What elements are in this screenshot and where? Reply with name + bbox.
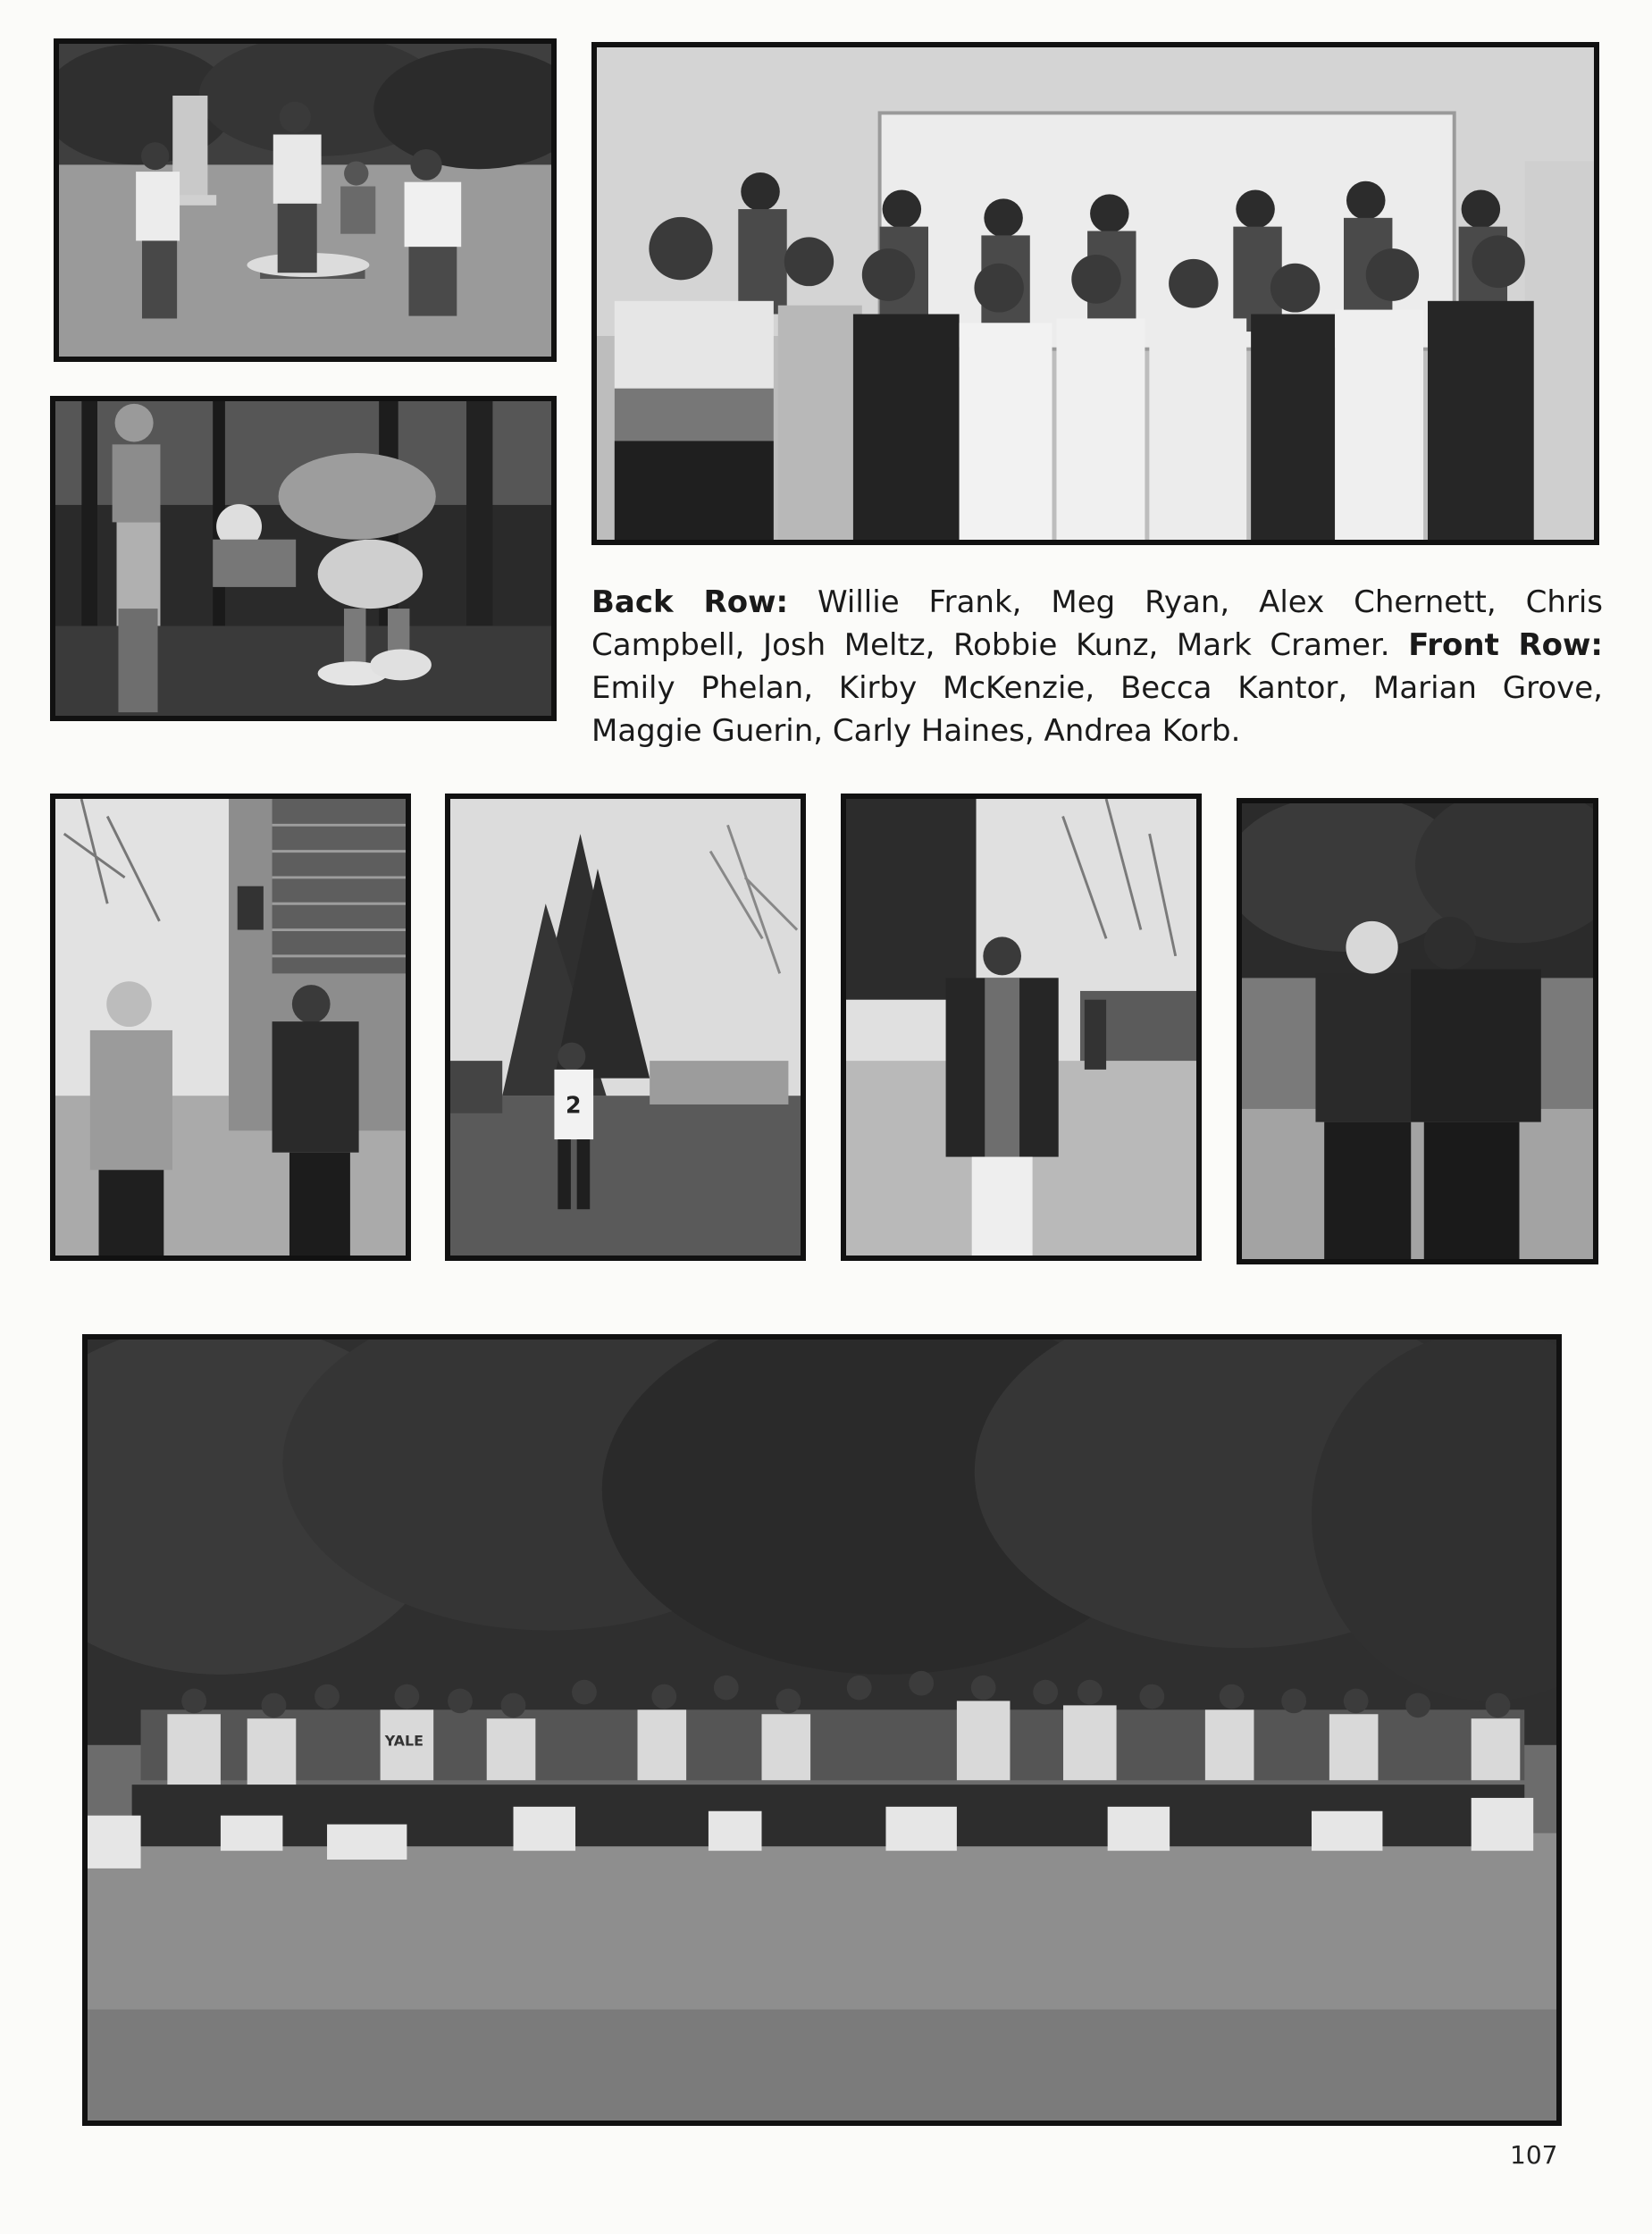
two-students-image — [1242, 803, 1593, 1259]
front-row-names: Emily Phelan, Kirby McKenzie, Becca Kantor, Marian Grove, Maggie Guerin, Carly Haines, Andrea Korb. — [591, 670, 1603, 749]
jersey-number: 2 — [566, 1092, 582, 1119]
page-number: 107 — [1510, 2140, 1558, 2170]
photo-pine-tree — [445, 794, 806, 1261]
group-rows-image — [597, 47, 1594, 540]
photo-campus-building — [50, 794, 411, 1261]
photo-playground — [54, 38, 557, 362]
back-row-names: Willie Frank, Meg Ryan, Alex Chernett, Chris Campbell, Josh Meltz, Robbie Kunz, Mark Cramer. — [591, 584, 1604, 663]
student-jacket-image — [846, 799, 1196, 1256]
pine-tree-image — [450, 799, 801, 1256]
photo-student-jacket — [841, 794, 1202, 1261]
front-row-label: Front Row: — [1408, 627, 1603, 663]
class-hillside-image — [88, 1340, 1556, 2121]
photo-two-students — [1237, 798, 1598, 1264]
back-row-label: Back Row: — [591, 584, 789, 620]
yale-shirt-text: YALE — [384, 1732, 424, 1750]
woods-image — [55, 401, 551, 716]
playground-image — [59, 44, 551, 357]
photo-caption — [591, 581, 1603, 752]
photo-woods — [50, 396, 557, 721]
photo-group-rows — [591, 42, 1599, 545]
campus-building-image — [55, 799, 406, 1256]
photo-class-hillside — [82, 1334, 1562, 2126]
